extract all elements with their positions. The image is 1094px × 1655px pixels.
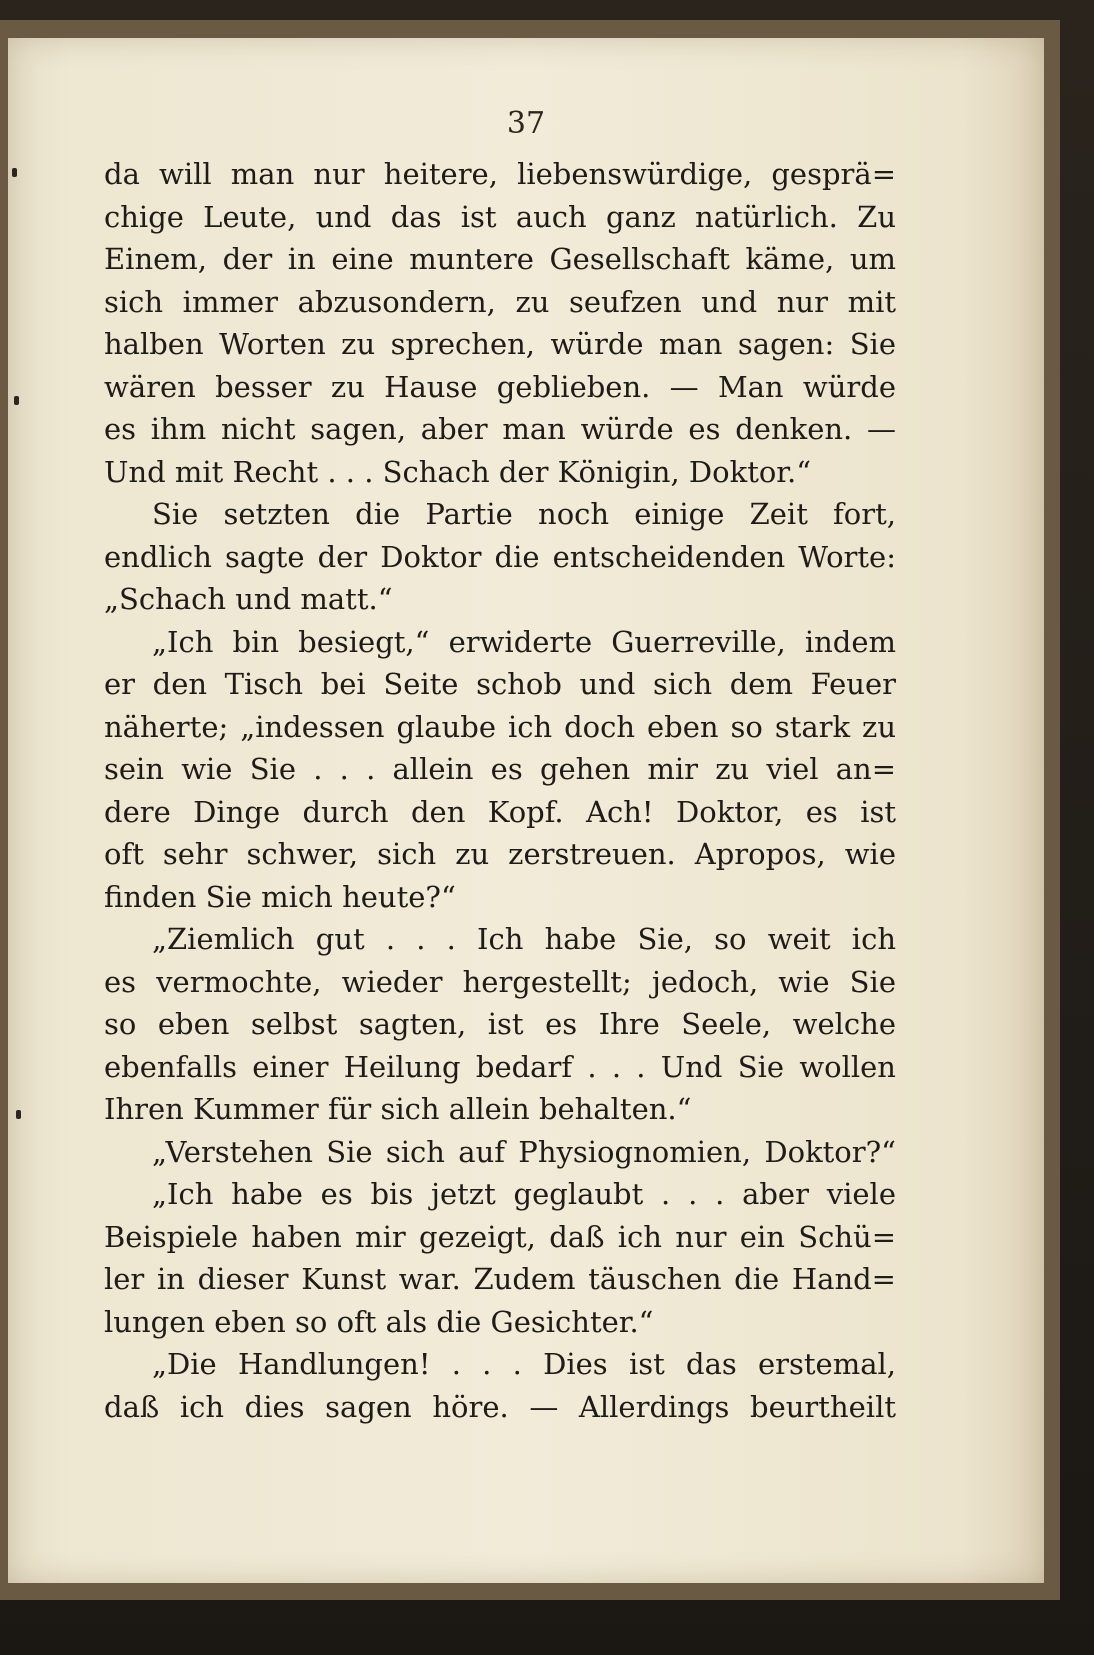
text-line: finden Sie mich heute?“ (104, 879, 456, 914)
margin-mark (12, 168, 17, 177)
text-line: Einem, der in eine muntere Gesellschaft käme, um (104, 242, 896, 276)
text-line: sein wie Sie . . . allein es gehen mir zu viel an= (104, 752, 896, 786)
text-line: ebenfalls einer Heilung bedarf . . . Und Sie wollen (104, 1049, 896, 1084)
text-line: so eben selbst sagten, ist es Ihre Seele, welche (104, 1007, 896, 1041)
text-line: „Ich bin besiegt,“ erwiderte Guerreville, indem (152, 624, 896, 659)
book-page (8, 38, 1044, 1583)
text-line: es ihm nicht sagen, aber man würde es denken. — (104, 412, 896, 446)
text-line: endlich sagte der Doktor die entscheidenden Worte: (104, 539, 896, 574)
text-line: oft sehr schwer, sich zu zerstreuen. Apropos, wie (104, 837, 896, 871)
text-line: Sie setzten die Partie noch einige Zeit fort, (152, 497, 896, 531)
text-line: halben Worten zu sprechen, würde man sagen: Sie (104, 327, 896, 361)
margin-mark (14, 396, 19, 405)
text-line: „Verstehen Sie sich auf Physiognomien, Doktor?“ (152, 1134, 896, 1169)
text-line: sich immer abzusondern, zu seufzen und nur mit (104, 284, 896, 319)
text-line: näherte; „indessen glaube ich doch eben so stark zu (104, 709, 896, 744)
text-line: daß ich dies sagen höre. — Allerdings beurtheilt (104, 1389, 896, 1424)
text-line: Ihren Kummer für sich allein behalten.“ (104, 1092, 692, 1126)
text-line: er den Tisch bei Seite schob und sich dem Feuer (104, 667, 896, 701)
text-line: chige Leute, und das ist auch ganz natürlich. Zu (104, 199, 896, 234)
text-line: dere Dinge durch den Kopf. Ach! Doktor, es ist (104, 794, 896, 829)
text-line: Und mit Recht . . . Schach der Königin, Doktor.“ (104, 454, 812, 489)
text-line: „Ziemlich gut . . . Ich habe Sie, so weit ich (152, 922, 896, 956)
text-line: wären besser zu Hause geblieben. — Man würde (104, 369, 896, 404)
margin-mark (16, 1110, 21, 1119)
page-text (104, 153, 896, 1428)
text-line: Beispiele haben mir gezeigt, daß ich nur ein Schü= (104, 1219, 896, 1254)
text-line: „Die Handlungen! . . . Dies ist das erstemal, (152, 1347, 896, 1381)
page-number: 37 (506, 106, 546, 141)
text-line: „Schach und matt.“ (104, 582, 393, 616)
text-line: da will man nur heitere, liebenswürdige, gesprä= (104, 157, 896, 191)
text-line: es vermochte, wieder hergestellt; jedoch, wie Sie (104, 964, 896, 999)
text-line: lungen eben so oft als die Gesichter.“ (104, 1304, 654, 1339)
text-line: „Ich habe es bis jetzt geglaubt . . . aber viele (152, 1177, 896, 1211)
text-line: ler in dieser Kunst war. Zudem täuschen die Hand= (104, 1262, 896, 1296)
